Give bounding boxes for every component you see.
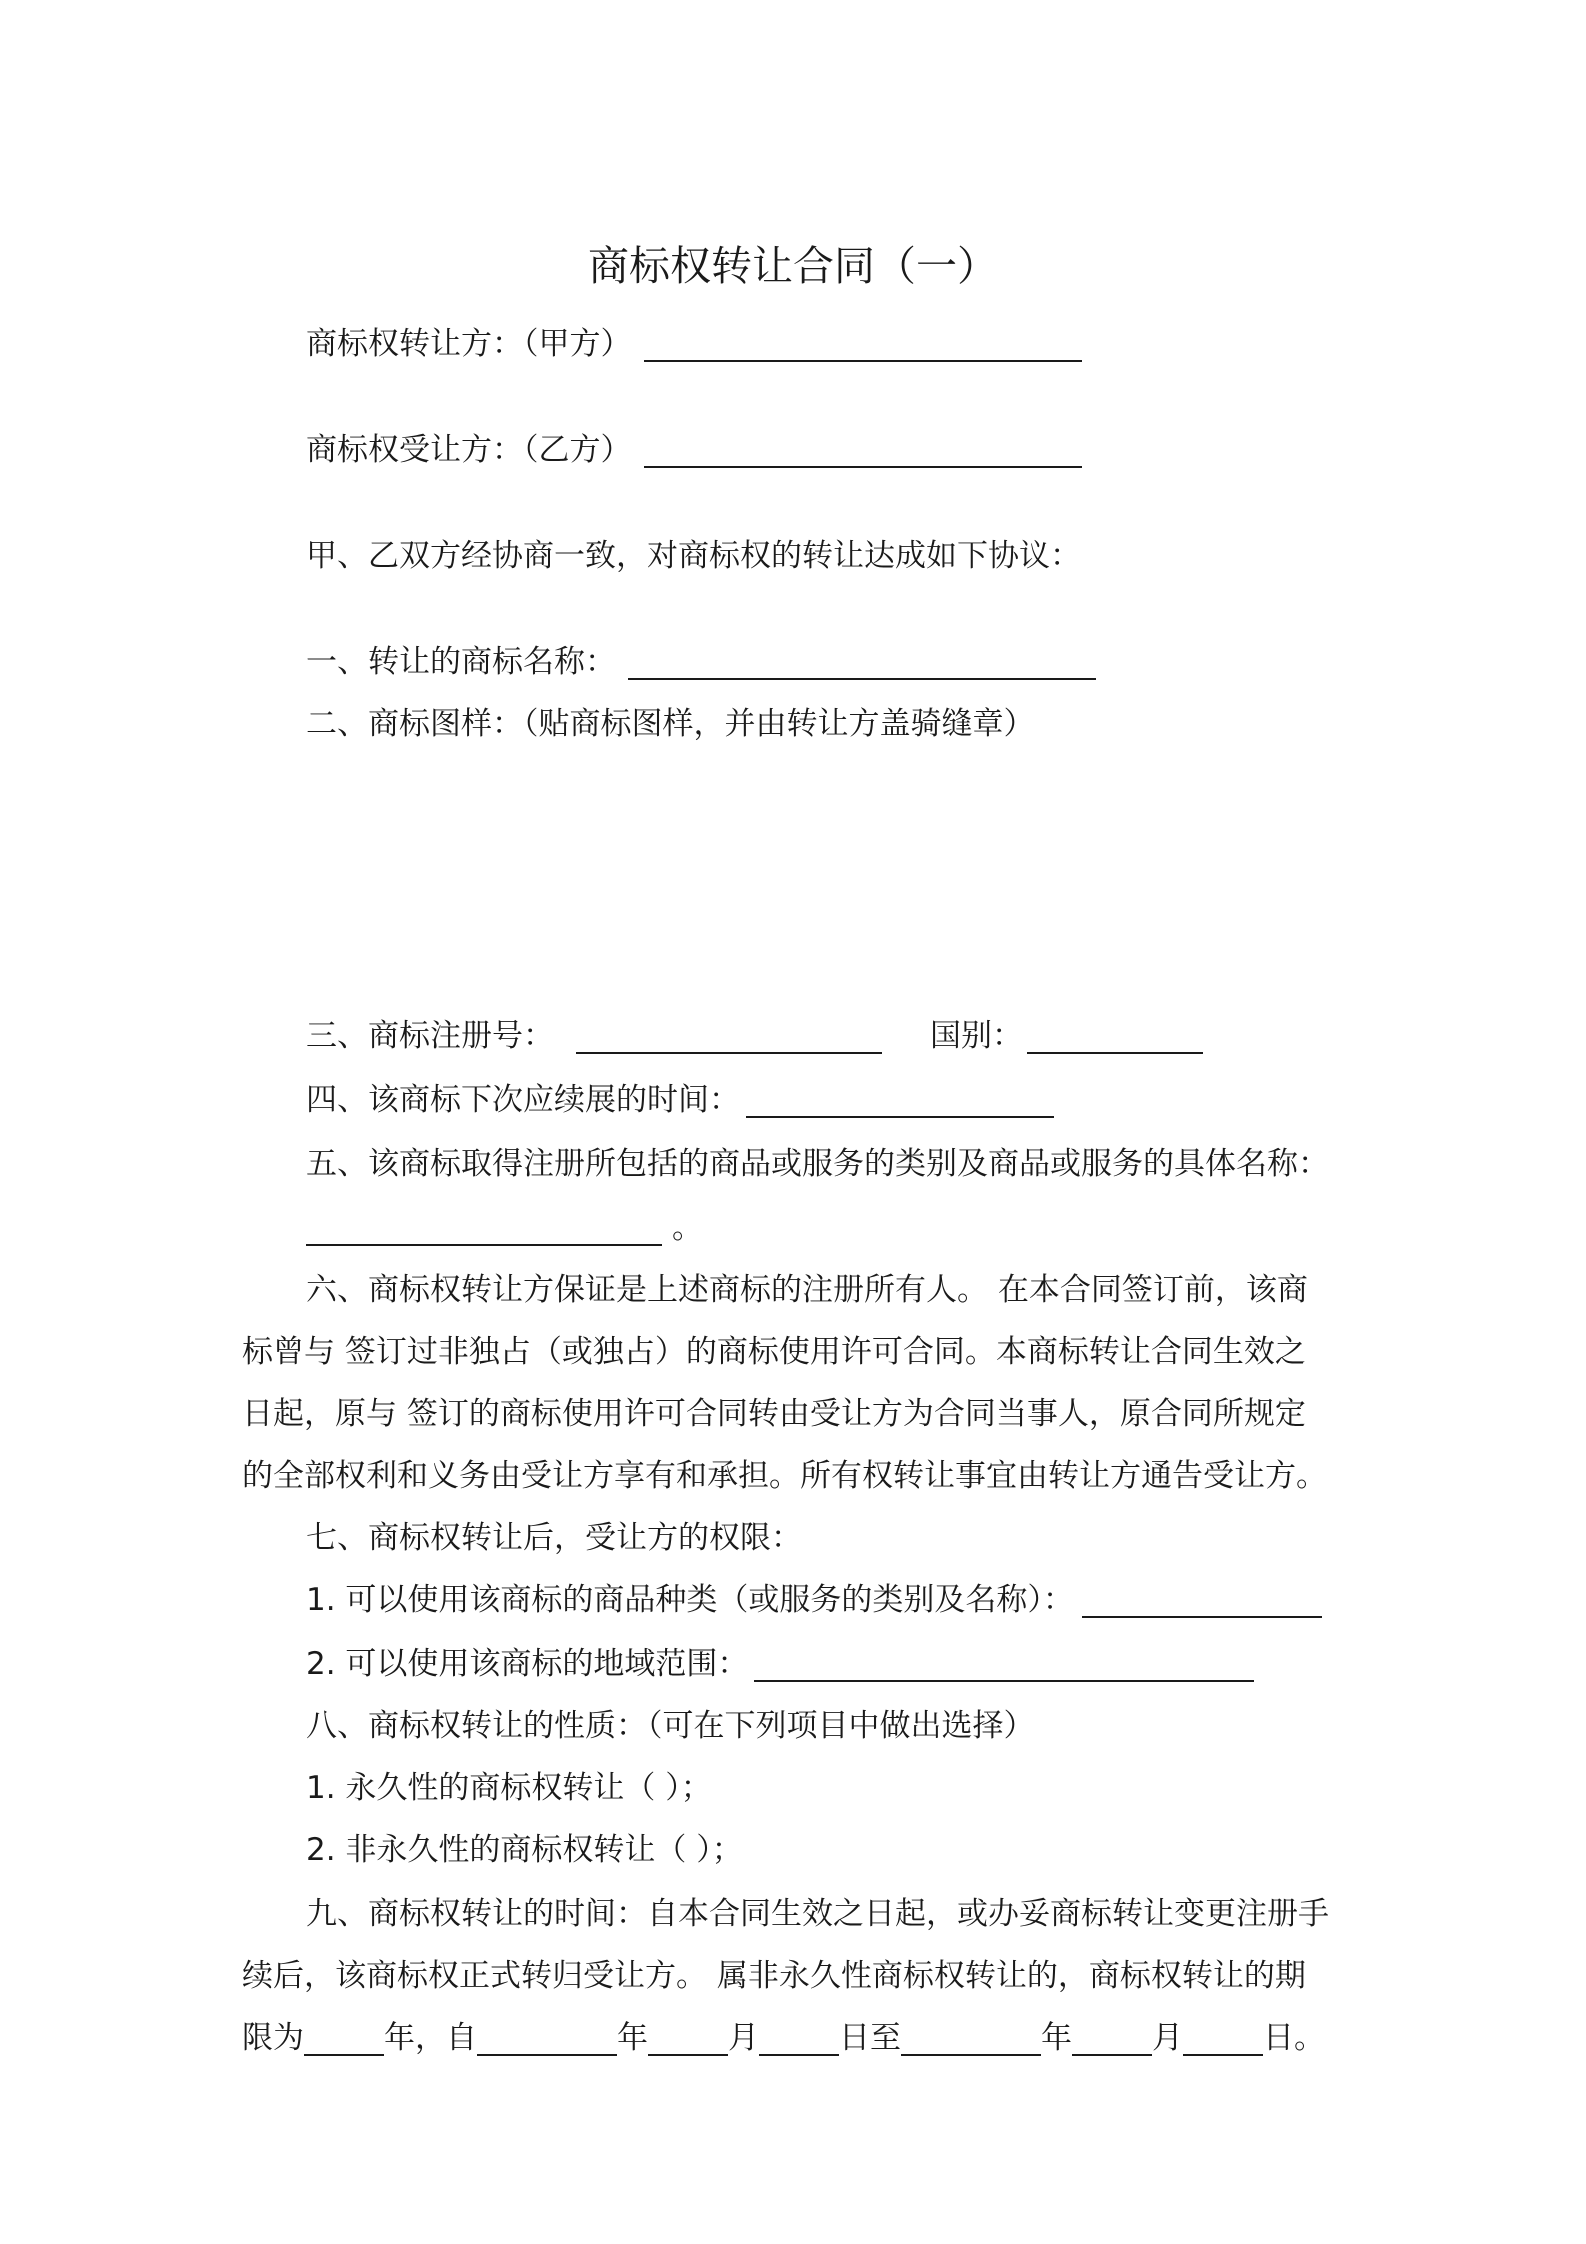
item7-label: 七、商标权转让后，受让方的权限： — [306, 1520, 802, 1556]
item3-line — [306, 1016, 1203, 1056]
item9-line2: 续后，该商标权正式转归受让方。 属非永久性商标权转让的，商标权转让的期 — [242, 1958, 1306, 1994]
item1-line — [306, 642, 1096, 682]
item1-label: 一、转让的商标名称： — [306, 644, 616, 680]
item8-opt1-line — [306, 1768, 712, 1808]
country-blank[interactable] — [1027, 1022, 1203, 1054]
page-title: 商标权转让合同（一） — [588, 242, 998, 290]
item7-line — [306, 1518, 802, 1558]
item6-line4: 的全部权利和义务由受让方享有和承担。所有权转让事宜由转让方通告受让方。 — [242, 1458, 1327, 1494]
goods-types-blank[interactable] — [1082, 1586, 1322, 1618]
start-day-blank[interactable] — [759, 2024, 839, 2056]
renewal-time-blank[interactable] — [746, 1086, 1054, 1118]
trademark-name-blank[interactable] — [628, 648, 1096, 680]
party-a-blank[interactable] — [644, 330, 1082, 362]
item5-fill-line — [306, 1208, 703, 1248]
item8-line — [306, 1706, 1035, 1746]
item2-label: 二、商标图样：（贴商标图样，并由转让方盖骑缝章） — [306, 706, 1035, 742]
start-year-blank[interactable] — [477, 2024, 617, 2056]
item4-label: 四、该商标下次应续展的时间： — [306, 1082, 740, 1118]
item3-label: 三、商标注册号： — [306, 1018, 554, 1054]
item6-line2: 标曾与 签订过非独占（或独占）的商标使用许可合同。本商标转让合同生效之 — [242, 1334, 1306, 1370]
registration-number-blank[interactable] — [576, 1022, 882, 1054]
term-years-blank[interactable] — [304, 2024, 384, 2056]
item9-line3: 限为 年，自 年 月 日至 年 月 日。 — [242, 2020, 1325, 2056]
permanent-option[interactable]: 1. 永久性的商标权转让（ ）； — [306, 1770, 712, 1806]
intro-line — [306, 536, 1081, 576]
non-permanent-option[interactable]: 2. 非永久性的商标权转让（ ）； — [306, 1832, 743, 1868]
end-year-blank[interactable] — [901, 2024, 1041, 2056]
party-b-line — [306, 430, 1082, 470]
start-month-blank[interactable] — [648, 2024, 728, 2056]
item7-sub1-line: 1. 可以使用该商标的商品种类（或服务的类别及名称）： — [306, 1580, 1322, 1620]
end-month-blank[interactable] — [1072, 2024, 1152, 2056]
item6-line1: 六、商标权转让方保证是上述商标的注册所有人。 在本合同签订前，该商 — [306, 1272, 1308, 1308]
party-b-label: 商标权受让方：（乙方） — [306, 432, 632, 468]
item6-line3: 日起，原与 签订的商标使用许可合同转由受让方为合同当事人，原合同所规定 — [242, 1396, 1306, 1432]
party-b-blank[interactable] — [644, 436, 1082, 468]
item4-line — [306, 1080, 1054, 1120]
item5-label: 五、该商标取得注册所包括的商品或服务的类别及商品或服务的具体名称： — [306, 1146, 1329, 1182]
goods-services-blank[interactable] — [306, 1214, 662, 1246]
item8-opt2-line — [306, 1830, 743, 1870]
end-day-blank[interactable] — [1183, 2024, 1263, 2056]
item9-line1: 九、商标权转让的时间：自本合同生效之日起，或办妥商标转让变更注册手 — [306, 1896, 1329, 1932]
item7-sub2-line: 2. 可以使用该商标的地域范围： — [306, 1644, 1254, 1684]
country-label: 国别： — [930, 1018, 1023, 1054]
party-a-label: 商标权转让方：（甲方） — [306, 326, 632, 362]
item5-end: 。 — [672, 1210, 703, 1246]
item2-line — [306, 704, 1035, 744]
party-a-line — [306, 324, 1082, 364]
intro-text: 甲、乙双方经协商一致，对商标权的转让达成如下协议： — [306, 538, 1081, 574]
territory-blank[interactable] — [754, 1650, 1254, 1682]
item5-line — [306, 1144, 1329, 1184]
item8-label: 八、商标权转让的性质：（可在下列项目中做出选择） — [306, 1708, 1035, 1744]
